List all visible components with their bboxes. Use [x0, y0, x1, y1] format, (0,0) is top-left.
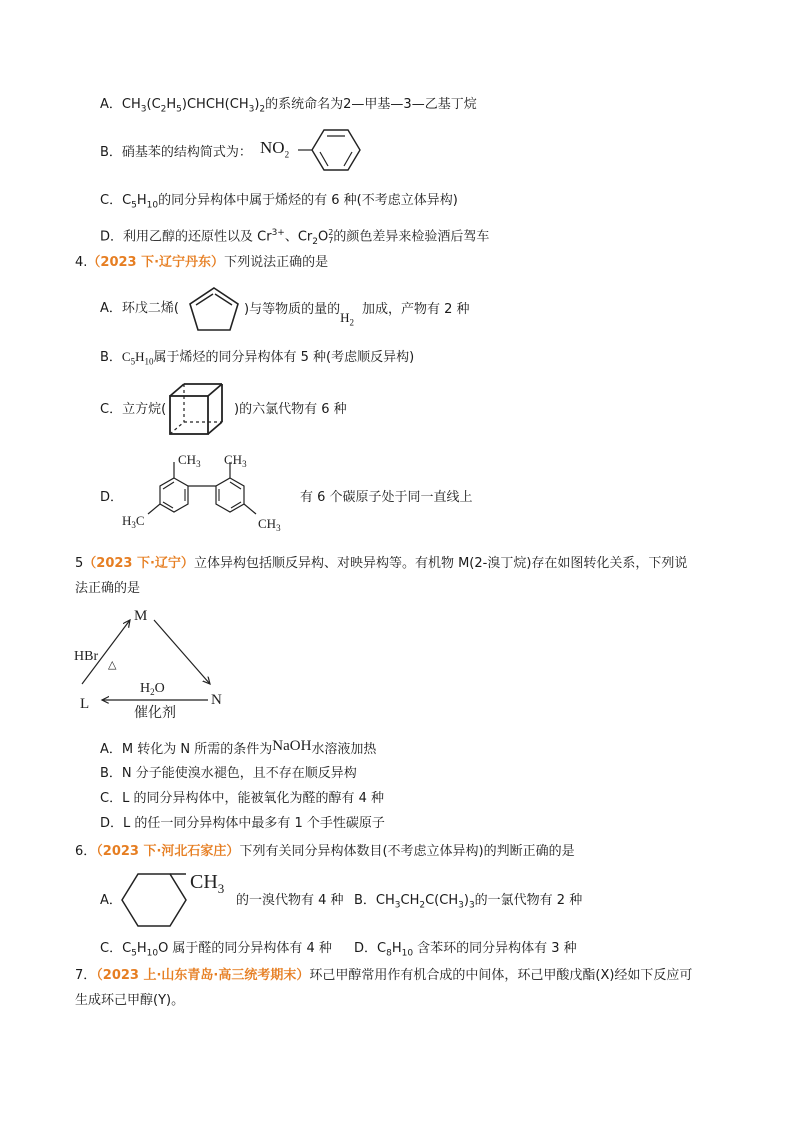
q6-option-a-label: A． [100, 893, 122, 908]
cubane-structure [164, 380, 234, 440]
nitrobenzene-structure [294, 122, 374, 182]
q3-option-d: D．利用乙醇的还原性以及 $Cr^{3+}$、$Cr_2O$ 2 7 的颜色差异来检验酒后驾车 [100, 227, 490, 247]
q7-stem-line1: 7．（2023 上·山东青岛·高三统考期末）环己甲醇常用作有机合成的中间体，环己甲酸戊酯(X)经如下反应可 [75, 968, 693, 983]
methyl-label-right-bottom: $CH_3$ [258, 516, 281, 533]
q3-option-c: C．$C_5H_{10}$的同分异构体中属于烯烃的有 6 种(不考虑立体异构) [100, 193, 458, 211]
q6-option-d: D．$C_8H_{10}$ 含苯环的同分异构体有 3 种 [354, 941, 577, 959]
dimethylbiphenyl-structure [118, 448, 298, 538]
node-l: L [80, 696, 90, 712]
q3-option-b: B．硝基苯的结构简式为： [100, 145, 252, 160]
q5-option-d: D．L 的任一同分异构体中最多有 1 个手性碳原子 [100, 816, 385, 831]
q4-option-d-label: D． [100, 490, 124, 505]
cyclopentadiene-structure [184, 284, 244, 334]
q5-option-a: A．M 转化为 N 所需的条件为NaOH水溶液加热 [100, 738, 377, 757]
q7-stem-line2: 生成环己甲醇(Y)。 [75, 993, 185, 1008]
node-m: M [134, 608, 148, 624]
methyl-label-left-bottom: $H_3C$ [122, 513, 145, 530]
delta-label: △ [108, 659, 117, 671]
q4-option-a: A．环戊二烯( [100, 301, 179, 316]
node-n: N [211, 692, 222, 708]
q5-option-b: B．N 分子能使溴水褪色，且不存在顺反异构 [100, 766, 357, 781]
catalyst-label: 催化剂 [134, 705, 176, 721]
q3-option-a: A．$CH_3(C_2H_5)CHCH(CH_3)_2$的系统命名为2—甲基—3—乙基丁烷 [100, 97, 477, 115]
q6-option-c: C．$C_5H_{10}O$ 属于醛的同分异构体有 4 种 [100, 941, 332, 959]
q6-stem: 6．（2023 下·河北石家庄）下列有关同分异构体数目(不考虑立体异构)的判断正确的是 [75, 844, 575, 859]
q4-option-a-cont: )与等物质的量的$H_2$加成，产物有 2 种 [244, 302, 470, 328]
q4-option-d-text: 有 6 个碳原子处于同一直线上 [300, 490, 473, 505]
q4-option-b: B．$C_5H_{10}$属于烯烃的同分异构体有 5 种(考虑顺反异构) [100, 349, 415, 367]
nitro-group-label: $NO_2$ [260, 138, 290, 160]
conversion-diagram [68, 604, 248, 721]
q6-option-a-text: 的一溴代物有 4 种 [236, 893, 344, 908]
methyl-label-right-top: $CH_3$ [224, 452, 247, 469]
water-label: $H_2O$ [140, 681, 165, 697]
methylcyclohexane-structure [114, 866, 234, 936]
q5-stem-line1: 5（2023 下·辽宁）立体异构包括顺反异构、对映异构等。有机物 M(2-溴丁烷)存在如图转化关系，下列说 [75, 556, 688, 571]
q4-option-c-cont: )的六氯代物有 6 种 [234, 402, 347, 417]
q4-stem: 4.（2023 下·辽宁丹东）下列说法正确的是 [75, 255, 329, 270]
q4-option-c: C．立方烷( [100, 402, 167, 417]
q5-stem-line2: 法正确的是 [75, 581, 141, 596]
methyl-label-a: $CH_3$ [190, 871, 225, 896]
q5-option-c: C．L 的同分异构体中，能被氧化为醛的醇有 4 种 [100, 791, 384, 806]
hbr-label: HBr [74, 649, 99, 664]
methyl-label-left-top: $CH_3$ [178, 452, 201, 469]
q6-option-b: B．$CH_3CH_2C(CH_3)_3$的一氯代物有 2 种 [354, 893, 583, 911]
